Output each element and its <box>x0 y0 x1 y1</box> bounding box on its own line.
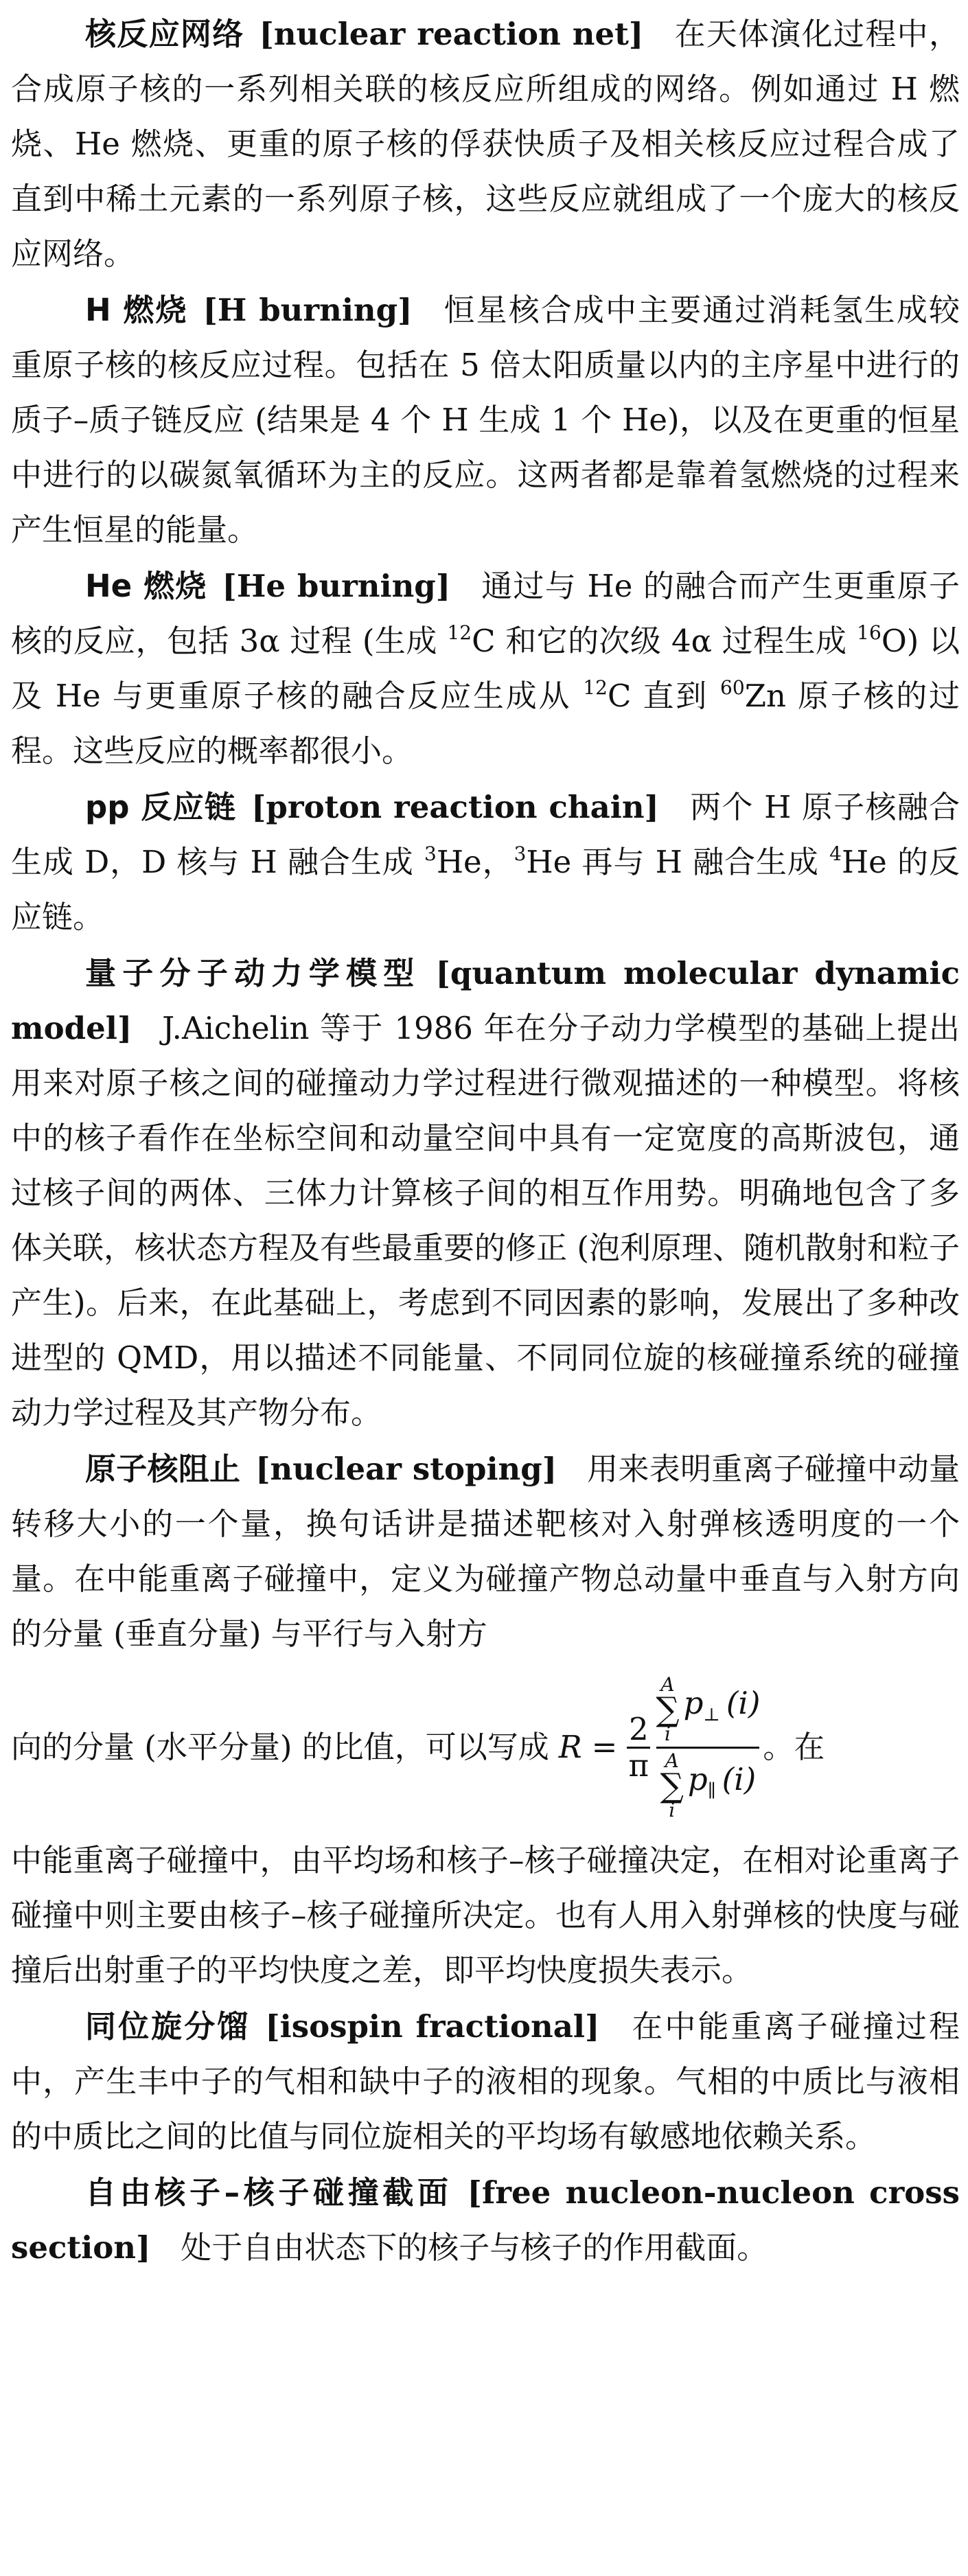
entry-body-text: 中能重离子碰撞中，由平均场和核子–核子碰撞决定，在相对论重离子碰撞中则主要由核子–核子碰撞所决定。也有人用入射弹核的快度与碰撞后出射重子的平均快度之差，即平均快度损失表示。 <box>11 1842 960 1988</box>
formula-fraction <box>656 1672 761 1821</box>
entry-term: 核反应网络 <box>85 16 244 52</box>
fraction-denominator <box>660 1751 757 1820</box>
mass-number: 16 <box>857 621 881 644</box>
entry-english: [nuclear reaction net] <box>259 16 644 52</box>
entry-body-text: He， <box>436 844 514 880</box>
mass-number: 60 <box>720 676 745 699</box>
entry-term: 量子分子动力学模型 <box>85 955 421 991</box>
entry-body-text: 两个 H 原子核融合生成 D，D 核与 H 融合生成 <box>11 789 960 880</box>
entry-body-text: Zn 原子核的过程。这些反应的概率都很小。 <box>11 678 960 769</box>
entry-isospin-fractional <box>11 1999 960 2164</box>
entry-nuclear-reaction-net <box>11 7 960 281</box>
entry-body: 在天体演化过程中，合成原子核的一系列相关联的核反应所组成的网络。例如通过 H 燃烧、He 燃烧、更重的原子核的俘获快质子及相关核反应过程合成了直到中稀土元素的一系列原子核，这些反应就组成了一个庞大的核反应网络。 <box>11 16 960 272</box>
mass-number: 4 <box>829 842 842 865</box>
sum-upper-limit: A <box>660 1672 675 1696</box>
entry-term: 自由核子–核子碰撞截面 <box>85 2174 452 2211</box>
mass-number: 12 <box>583 676 608 699</box>
index-arg: (i) <box>726 1685 761 1721</box>
parallel-subscript: ∥ <box>707 1781 716 1802</box>
mass-number: 3 <box>514 842 527 865</box>
momentum-symbol: p <box>683 1685 704 1721</box>
entry-body-text: C 直到 <box>607 678 721 714</box>
entry-term: pp 反应链 <box>85 789 237 825</box>
formula-tail-text: 。在 <box>763 1729 825 1765</box>
entry-english: [He burning] <box>222 568 451 604</box>
entry-free-nn-cross-section <box>11 2165 960 2275</box>
coefficient-numerator: 2 <box>629 1710 649 1747</box>
formula-lead-text: 向的分量 (水平分量) 的比值，可以写成 <box>11 1729 549 1765</box>
entry-term: H 燃烧 <box>85 292 188 328</box>
entry-body-text: He 的反应链。 <box>11 844 960 935</box>
mass-number: 12 <box>447 621 472 644</box>
entry-body: 处于自由状态下的核子与核子的作用截面。 <box>181 2229 768 2266</box>
entry-body: 在中能重离子碰撞过程中，产生丰中子的气相和缺中子的液相的现象。气相的中质比与液相的中质比之间的比值与同位旋相关的平均场有敏感地依赖关系。 <box>11 2008 960 2154</box>
fraction-numerator <box>656 1672 761 1745</box>
index-arg: (i) <box>722 1761 757 1797</box>
stopping-formula-line <box>11 1661 960 1833</box>
formula-equals: = <box>591 1729 618 1765</box>
entry-body-text: 通过与 He 的融合而产生更重原子核的反应，包括 3α 过程 (生成 <box>11 568 960 659</box>
sigma-symbol: ∑ <box>656 1690 680 1729</box>
mass-number: 3 <box>424 842 437 865</box>
entry-english: [quantum molecular dynamic model] <box>11 955 960 1046</box>
stopping-ratio-formula <box>558 1672 761 1821</box>
perpendicular-subscript: ⊥ <box>703 1705 720 1725</box>
entry-english: [H burning] <box>203 292 413 328</box>
sum-operator <box>656 1672 680 1745</box>
formula-coefficient <box>627 1712 650 1783</box>
entry-body-text: O) 以及 He 与更重原子核的融合反应生成从 <box>11 623 960 714</box>
entry-english: [nuclear stoping] <box>255 1451 557 1487</box>
entry-term: He 燃烧 <box>85 568 207 604</box>
entry-body-text: He 再与 H 融合生成 <box>526 844 830 880</box>
entry-term: 原子核阻止 <box>85 1451 241 1487</box>
formula-lhs: R <box>558 1729 582 1765</box>
sum-lower-limit: i <box>664 1722 671 1745</box>
entry-qmd-model <box>11 946 960 1440</box>
entry-term: 同位旋分馏 <box>85 2008 251 2045</box>
entry-body: 恒星核合成中主要通过消耗氢生成较重原子核的核反应过程。包括在 5 倍太阳质量以内的主序星中进行的质子–质子链反应 (结果是 4 个 H 生成 1 个 He)，以及在更重的恒星中进行的以碳氮氧循环为主的反应。这两者都是靠着氢燃烧的过程来产生恒星的能量。 <box>11 292 960 548</box>
sum-upper-limit: A <box>665 1749 679 1772</box>
sum-operator <box>660 1751 684 1820</box>
entry-he-burning <box>11 559 960 779</box>
momentum-symbol: p <box>687 1761 708 1797</box>
sum-lower-limit: i <box>669 1798 676 1821</box>
entry-pp-chain <box>11 780 960 945</box>
entry-body-text: 用来表明重离子碰撞中动量转移大小的一个量，换句话讲是描述靶核对入射弹核透明度的一个量。在中能重离子碰撞中，定义为碰撞产物总动量中垂直与入射方向的分量 (垂直分量) 与平行与入射方 <box>11 1451 960 1652</box>
entry-h-burning <box>11 283 960 557</box>
entry-body: J.Aichelin 等于 1986 年在分子动力学模型的基础上提出用来对原子核之间的碰撞动力学过程进行微观描述的一种模型。将核中的核子看作在坐标空间和动量空间中具有一定宽度的高斯波包，通过核子间的两体、三体力计算核子间的相互作用势。明确地包含了多体关联，核状态方程及有些最重要的修正 (泡利原理、随机散射和粒子产生)。后来，在此基础上，考虑到不同因素的影响，发展出了多种改进型的 QMD，用以描述不同能量、不同同位旋的核碰撞系统的碰撞动力学过程及其产物分布。 <box>11 1010 960 1431</box>
entry-body-text: C 和它的次级 4α 过程生成 <box>472 623 857 659</box>
entry-english: [free nucleon-nucleon cross section] <box>11 2174 960 2266</box>
entry-english: [isospin fractional] <box>265 2008 600 2045</box>
entry-nuclear-stopping <box>11 1442 960 1998</box>
entry-english: [proton reaction chain] <box>251 789 659 825</box>
coefficient-denominator: π <box>628 1747 649 1784</box>
sigma-symbol: ∑ <box>660 1766 684 1805</box>
